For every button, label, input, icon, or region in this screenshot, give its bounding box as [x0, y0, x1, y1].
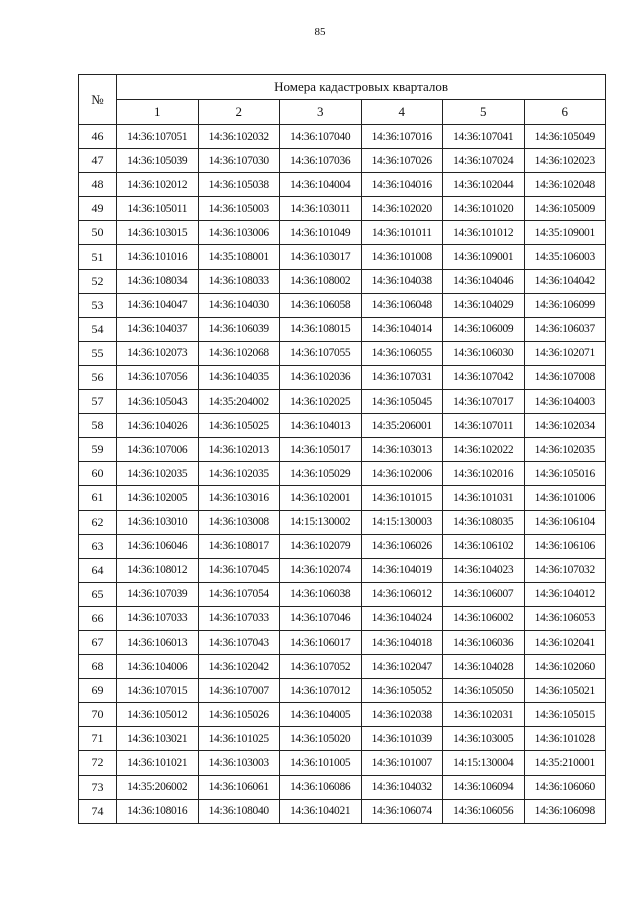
cadastral-number-cell: 14:36:106046: [117, 534, 199, 558]
cadastral-number-cell: 14:36:102005: [117, 486, 199, 510]
column-index-2: 2: [198, 100, 280, 125]
cadastral-number-cell: 14:35:204002: [198, 390, 280, 414]
cadastral-number-cell: 14:36:107024: [443, 149, 525, 173]
cadastral-number-cell: 14:36:105039: [117, 149, 199, 173]
cadastral-number-cell: 14:36:104030: [198, 293, 280, 317]
table-row: [79, 221, 606, 245]
cadastral-number-cell: 14:36:102001: [280, 486, 362, 510]
cadastral-number-cell: 14:36:101015: [361, 486, 443, 510]
cadastral-number-cell: 14:36:103015: [117, 221, 199, 245]
cadastral-number-cell: 14:36:102073: [117, 341, 199, 365]
cadastral-number-cell: 14:36:107012: [280, 679, 362, 703]
cadastral-number-cell: 14:35:210001: [524, 751, 606, 775]
cadastral-number-cell: 14:35:106003: [524, 245, 606, 269]
cadastral-number-cell: 14:36:104012: [524, 582, 606, 606]
cadastral-number-cell: 14:36:101025: [198, 727, 280, 751]
row-number: 67: [79, 630, 117, 654]
cadastral-number-cell: 14:36:102025: [280, 390, 362, 414]
row-number: 52: [79, 269, 117, 293]
cadastral-number-cell: 14:36:105011: [117, 197, 199, 221]
table-row: [79, 727, 606, 751]
cadastral-number-cell: 14:36:105043: [117, 390, 199, 414]
cadastral-number-cell: 14:36:102048: [524, 173, 606, 197]
cadastral-number-cell: 14:36:101031: [443, 486, 525, 510]
cadastral-number-cell: 14:36:104038: [361, 269, 443, 293]
cadastral-number-cell: 14:36:106009: [443, 317, 525, 341]
cadastral-number-cell: 14:36:106053: [524, 606, 606, 630]
row-number: 47: [79, 149, 117, 173]
cadastral-number-cell: 14:36:105045: [361, 390, 443, 414]
cadastral-number-cell: 14:36:108002: [280, 269, 362, 293]
cadastral-number-cell: 14:36:104013: [280, 414, 362, 438]
cadastral-number-cell: 14:36:106002: [443, 606, 525, 630]
cadastral-number-cell: 14:36:107045: [198, 558, 280, 582]
cadastral-number-cell: 14:36:102032: [198, 125, 280, 149]
cadastral-number-cell: 14:36:104046: [443, 269, 525, 293]
row-number: 71: [79, 727, 117, 751]
cadastral-number-cell: 14:36:107055: [280, 341, 362, 365]
number-column-header: №: [79, 75, 117, 125]
table-body: [79, 125, 606, 824]
cadastral-number-cell: 14:36:104037: [117, 317, 199, 341]
cadastral-number-cell: 14:36:102038: [361, 703, 443, 727]
cadastral-number-cell: 14:36:107017: [443, 390, 525, 414]
cadastral-number-cell: 14:36:105029: [280, 462, 362, 486]
cadastral-number-cell: 14:36:102020: [361, 197, 443, 221]
cadastral-number-cell: 14:36:107056: [117, 365, 199, 389]
table-row: [79, 365, 606, 389]
cadastral-number-cell: 14:36:108040: [198, 799, 280, 823]
column-index-3: 3: [280, 100, 362, 125]
cadastral-number-cell: 14:36:105025: [198, 414, 280, 438]
cadastral-number-cell: 14:36:103003: [198, 751, 280, 775]
table-row: [79, 510, 606, 534]
cadastral-number-cell: 14:36:106074: [361, 799, 443, 823]
cadastral-number-cell: 14:36:102023: [524, 149, 606, 173]
cadastral-number-cell: 14:36:104029: [443, 293, 525, 317]
row-number: 57: [79, 390, 117, 414]
cadastral-number-cell: 14:36:107036: [280, 149, 362, 173]
row-number: 54: [79, 317, 117, 341]
cadastral-number-cell: 14:36:108035: [443, 510, 525, 534]
cadastral-number-cell: 14:36:106102: [443, 534, 525, 558]
cadastral-number-cell: 14:36:106038: [280, 582, 362, 606]
cadastral-number-cell: 14:36:104021: [280, 799, 362, 823]
cadastral-number-cell: 14:36:103016: [198, 486, 280, 510]
table-row: [79, 462, 606, 486]
table-row: [79, 438, 606, 462]
cadastral-number-cell: 14:36:104003: [524, 390, 606, 414]
cadastral-number-cell: 14:36:106026: [361, 534, 443, 558]
cadastral-number-cell: 14:36:102012: [117, 173, 199, 197]
table-row: [79, 173, 606, 197]
cadastral-number-cell: 14:36:105012: [117, 703, 199, 727]
cadastral-number-cell: 14:36:102060: [524, 655, 606, 679]
row-number: 51: [79, 245, 117, 269]
table-row: [79, 341, 606, 365]
cadastral-number-cell: 14:36:107040: [280, 125, 362, 149]
cadastral-number-cell: 14:36:101021: [117, 751, 199, 775]
row-number: 60: [79, 462, 117, 486]
cadastral-number-cell: 14:36:104026: [117, 414, 199, 438]
cadastral-number-cell: 14:36:107008: [524, 365, 606, 389]
cadastral-number-cell: 14:36:101016: [117, 245, 199, 269]
cadastral-number-cell: 14:36:104042: [524, 269, 606, 293]
cadastral-number-cell: 14:36:102031: [443, 703, 525, 727]
cadastral-number-cell: 14:36:107011: [443, 414, 525, 438]
cadastral-number-cell: 14:36:105003: [198, 197, 280, 221]
cadastral-number-cell: 14:36:103021: [117, 727, 199, 751]
cadastral-number-cell: 14:36:105038: [198, 173, 280, 197]
cadastral-number-cell: 14:36:107006: [117, 438, 199, 462]
row-number: 74: [79, 799, 117, 823]
cadastral-number-cell: 14:36:104004: [280, 173, 362, 197]
row-number: 55: [79, 341, 117, 365]
table-row: [79, 414, 606, 438]
table-row: [79, 197, 606, 221]
cadastral-number-cell: 14:36:103011: [280, 197, 362, 221]
cadastral-number-cell: 14:36:109001: [443, 245, 525, 269]
cadastral-number-cell: 14:36:102036: [280, 365, 362, 389]
cadastral-number-cell: 14:36:104024: [361, 606, 443, 630]
cadastral-number-cell: 14:36:106058: [280, 293, 362, 317]
row-number: 70: [79, 703, 117, 727]
table-row: [79, 630, 606, 654]
cadastral-number-cell: 14:36:103010: [117, 510, 199, 534]
column-index-row: [79, 100, 606, 125]
cadastral-number-cell: 14:36:106030: [443, 341, 525, 365]
cadastral-number-cell: 14:36:107030: [198, 149, 280, 173]
cadastral-number-cell: 14:36:101028: [524, 727, 606, 751]
cadastral-number-cell: 14:36:106013: [117, 630, 199, 654]
table-row: [79, 293, 606, 317]
cadastral-number-cell: 14:36:105015: [524, 703, 606, 727]
cadastral-number-cell: 14:35:206001: [361, 414, 443, 438]
cadastral-number-cell: 14:36:102044: [443, 173, 525, 197]
row-number: 59: [79, 438, 117, 462]
cadastral-number-cell: 14:36:107007: [198, 679, 280, 703]
row-number: 62: [79, 510, 117, 534]
cadastral-number-cell: 14:36:108017: [198, 534, 280, 558]
cadastral-number-cell: 14:36:103006: [198, 221, 280, 245]
table-row: [79, 125, 606, 149]
cadastral-number-cell: 14:36:106099: [524, 293, 606, 317]
cadastral-number-cell: 14:36:107054: [198, 582, 280, 606]
table-row: [79, 245, 606, 269]
cadastral-number-cell: 14:36:102047: [361, 655, 443, 679]
cadastral-number-cell: 14:36:106098: [524, 799, 606, 823]
cadastral-number-cell: 14:36:107052: [280, 655, 362, 679]
row-number: 64: [79, 558, 117, 582]
row-number: 50: [79, 221, 117, 245]
row-number: 68: [79, 655, 117, 679]
cadastral-number-cell: 14:36:104018: [361, 630, 443, 654]
cadastral-number-cell: 14:36:101006: [524, 486, 606, 510]
cadastral-number-cell: 14:36:106056: [443, 799, 525, 823]
cadastral-number-cell: 14:36:104016: [361, 173, 443, 197]
cadastral-number-cell: 14:36:106007: [443, 582, 525, 606]
cadastral-number-cell: 14:36:102022: [443, 438, 525, 462]
table-row: [79, 751, 606, 775]
cadastral-number-cell: 14:36:106036: [443, 630, 525, 654]
cadastral-number-cell: 14:36:107033: [198, 606, 280, 630]
table-row: [79, 269, 606, 293]
row-number: 66: [79, 606, 117, 630]
cadastral-number-cell: 14:35:109001: [524, 221, 606, 245]
cadastral-number-cell: 14:36:103008: [198, 510, 280, 534]
cadastral-number-cell: 14:36:105050: [443, 679, 525, 703]
cadastral-number-cell: 14:36:101011: [361, 221, 443, 245]
table-row: [79, 582, 606, 606]
cadastral-number-cell: 14:36:107051: [117, 125, 199, 149]
cadastral-number-cell: 14:36:104028: [443, 655, 525, 679]
row-number: 65: [79, 582, 117, 606]
cadastral-number-cell: 14:35:206002: [117, 775, 199, 799]
table-row: [79, 703, 606, 727]
cadastral-number-cell: 14:36:102071: [524, 341, 606, 365]
cadastral-number-cell: 14:36:106048: [361, 293, 443, 317]
cadastral-number-cell: 14:36:104014: [361, 317, 443, 341]
cadastral-number-cell: 14:36:101008: [361, 245, 443, 269]
table-row: [79, 799, 606, 823]
cadastral-number-cell: 14:36:101005: [280, 751, 362, 775]
cadastral-number-cell: 14:36:107042: [443, 365, 525, 389]
cadastral-number-cell: 14:36:103017: [280, 245, 362, 269]
cadastral-number-cell: 14:36:101007: [361, 751, 443, 775]
cadastral-number-cell: 14:36:108034: [117, 269, 199, 293]
cadastral-number-cell: 14:36:106086: [280, 775, 362, 799]
row-number: 56: [79, 365, 117, 389]
row-number: 61: [79, 486, 117, 510]
cadastral-number-cell: 14:36:108015: [280, 317, 362, 341]
table-row: [79, 317, 606, 341]
cadastral-number-cell: 14:36:106061: [198, 775, 280, 799]
cadastral-number-cell: 14:36:105021: [524, 679, 606, 703]
cadastral-number-cell: 14:36:104032: [361, 775, 443, 799]
row-number: 46: [79, 125, 117, 149]
cadastral-number-cell: 14:36:102074: [280, 558, 362, 582]
cadastral-number-cell: 14:36:107043: [198, 630, 280, 654]
cadastral-number-cell: 14:15:130002: [280, 510, 362, 534]
cadastral-number-cell: 14:36:102035: [117, 462, 199, 486]
cadastral-number-cell: 14:36:102035: [198, 462, 280, 486]
column-index-1: 1: [117, 100, 199, 125]
cadastral-number-cell: 14:36:103005: [443, 727, 525, 751]
cadastral-number-cell: 14:36:107015: [117, 679, 199, 703]
cadastral-number-cell: 14:36:101012: [443, 221, 525, 245]
cadastral-number-cell: 14:36:102013: [198, 438, 280, 462]
table-row: [79, 149, 606, 173]
cadastral-number-cell: 14:36:102035: [524, 438, 606, 462]
cadastral-number-cell: 14:36:107046: [280, 606, 362, 630]
cadastral-number-cell: 14:36:105009: [524, 197, 606, 221]
table-row: [79, 655, 606, 679]
cadastral-number-cell: 14:36:107032: [524, 558, 606, 582]
cadastral-number-cell: 14:36:108016: [117, 799, 199, 823]
cadastral-number-cell: 14:36:108012: [117, 558, 199, 582]
cadastral-number-cell: 14:15:130003: [361, 510, 443, 534]
cadastral-number-cell: 14:36:106012: [361, 582, 443, 606]
cadastral-number-cell: 14:36:102016: [443, 462, 525, 486]
row-number: 69: [79, 679, 117, 703]
table-row: [79, 606, 606, 630]
cadastral-number-cell: 14:15:130004: [443, 751, 525, 775]
row-number: 48: [79, 173, 117, 197]
cadastral-number-cell: 14:36:105017: [280, 438, 362, 462]
cadastral-number-cell: 14:36:104005: [280, 703, 362, 727]
cadastral-number-cell: 14:36:102079: [280, 534, 362, 558]
cadastral-numbers-header: Номера кадастровых кварталов: [117, 75, 606, 100]
row-number: 72: [79, 751, 117, 775]
table-header-row: [79, 75, 606, 100]
cadastral-number-cell: 14:36:101049: [280, 221, 362, 245]
table-row: [79, 534, 606, 558]
cadastral-number-cell: 14:36:105049: [524, 125, 606, 149]
cadastral-number-cell: 14:36:107033: [117, 606, 199, 630]
cadastral-number-cell: 14:36:105052: [361, 679, 443, 703]
cadastral-number-cell: 14:36:106104: [524, 510, 606, 534]
cadastral-number-cell: 14:36:105020: [280, 727, 362, 751]
cadastral-number-cell: 14:36:106106: [524, 534, 606, 558]
cadastral-number-cell: 14:36:107026: [361, 149, 443, 173]
cadastral-number-cell: 14:36:106017: [280, 630, 362, 654]
cadastral-number-cell: 14:36:105016: [524, 462, 606, 486]
column-index-5: 5: [443, 100, 525, 125]
cadastral-number-cell: 14:36:101039: [361, 727, 443, 751]
cadastral-number-cell: 14:36:106094: [443, 775, 525, 799]
cadastral-number-cell: 14:36:104006: [117, 655, 199, 679]
cadastral-number-cell: 14:36:107031: [361, 365, 443, 389]
table-row: [79, 390, 606, 414]
row-number: 49: [79, 197, 117, 221]
cadastral-number-cell: 14:36:107041: [443, 125, 525, 149]
column-index-6: 6: [524, 100, 606, 125]
cadastral-number-cell: 14:36:102034: [524, 414, 606, 438]
cadastral-number-cell: 14:36:106060: [524, 775, 606, 799]
cadastral-number-cell: 14:36:104035: [198, 365, 280, 389]
cadastral-number-cell: 14:36:102006: [361, 462, 443, 486]
cadastral-number-cell: 14:36:102068: [198, 341, 280, 365]
page-number: 85: [314, 26, 326, 38]
cadastral-number-cell: 14:35:108001: [198, 245, 280, 269]
row-number: 73: [79, 775, 117, 799]
table-row: [79, 775, 606, 799]
row-number: 53: [79, 293, 117, 317]
cadastral-number-cell: 14:36:107016: [361, 125, 443, 149]
cadastral-number-cell: 14:36:102041: [524, 630, 606, 654]
cadastral-quarters-table: [78, 74, 606, 824]
cadastral-number-cell: 14:36:101020: [443, 197, 525, 221]
cadastral-number-cell: 14:36:106037: [524, 317, 606, 341]
cadastral-number-cell: 14:36:103013: [361, 438, 443, 462]
table-row: [79, 558, 606, 582]
cadastral-number-cell: 14:36:105026: [198, 703, 280, 727]
cadastral-number-cell: 14:36:104019: [361, 558, 443, 582]
column-index-4: 4: [361, 100, 443, 125]
row-number: 63: [79, 534, 117, 558]
cadastral-number-cell: 14:36:106039: [198, 317, 280, 341]
cadastral-number-cell: 14:36:104023: [443, 558, 525, 582]
cadastral-number-cell: 14:36:108033: [198, 269, 280, 293]
table-row: [79, 486, 606, 510]
table-row: [79, 679, 606, 703]
row-number: 58: [79, 414, 117, 438]
cadastral-number-cell: 14:36:106055: [361, 341, 443, 365]
cadastral-number-cell: 14:36:102042: [198, 655, 280, 679]
cadastral-number-cell: 14:36:107039: [117, 582, 199, 606]
cadastral-number-cell: 14:36:104047: [117, 293, 199, 317]
